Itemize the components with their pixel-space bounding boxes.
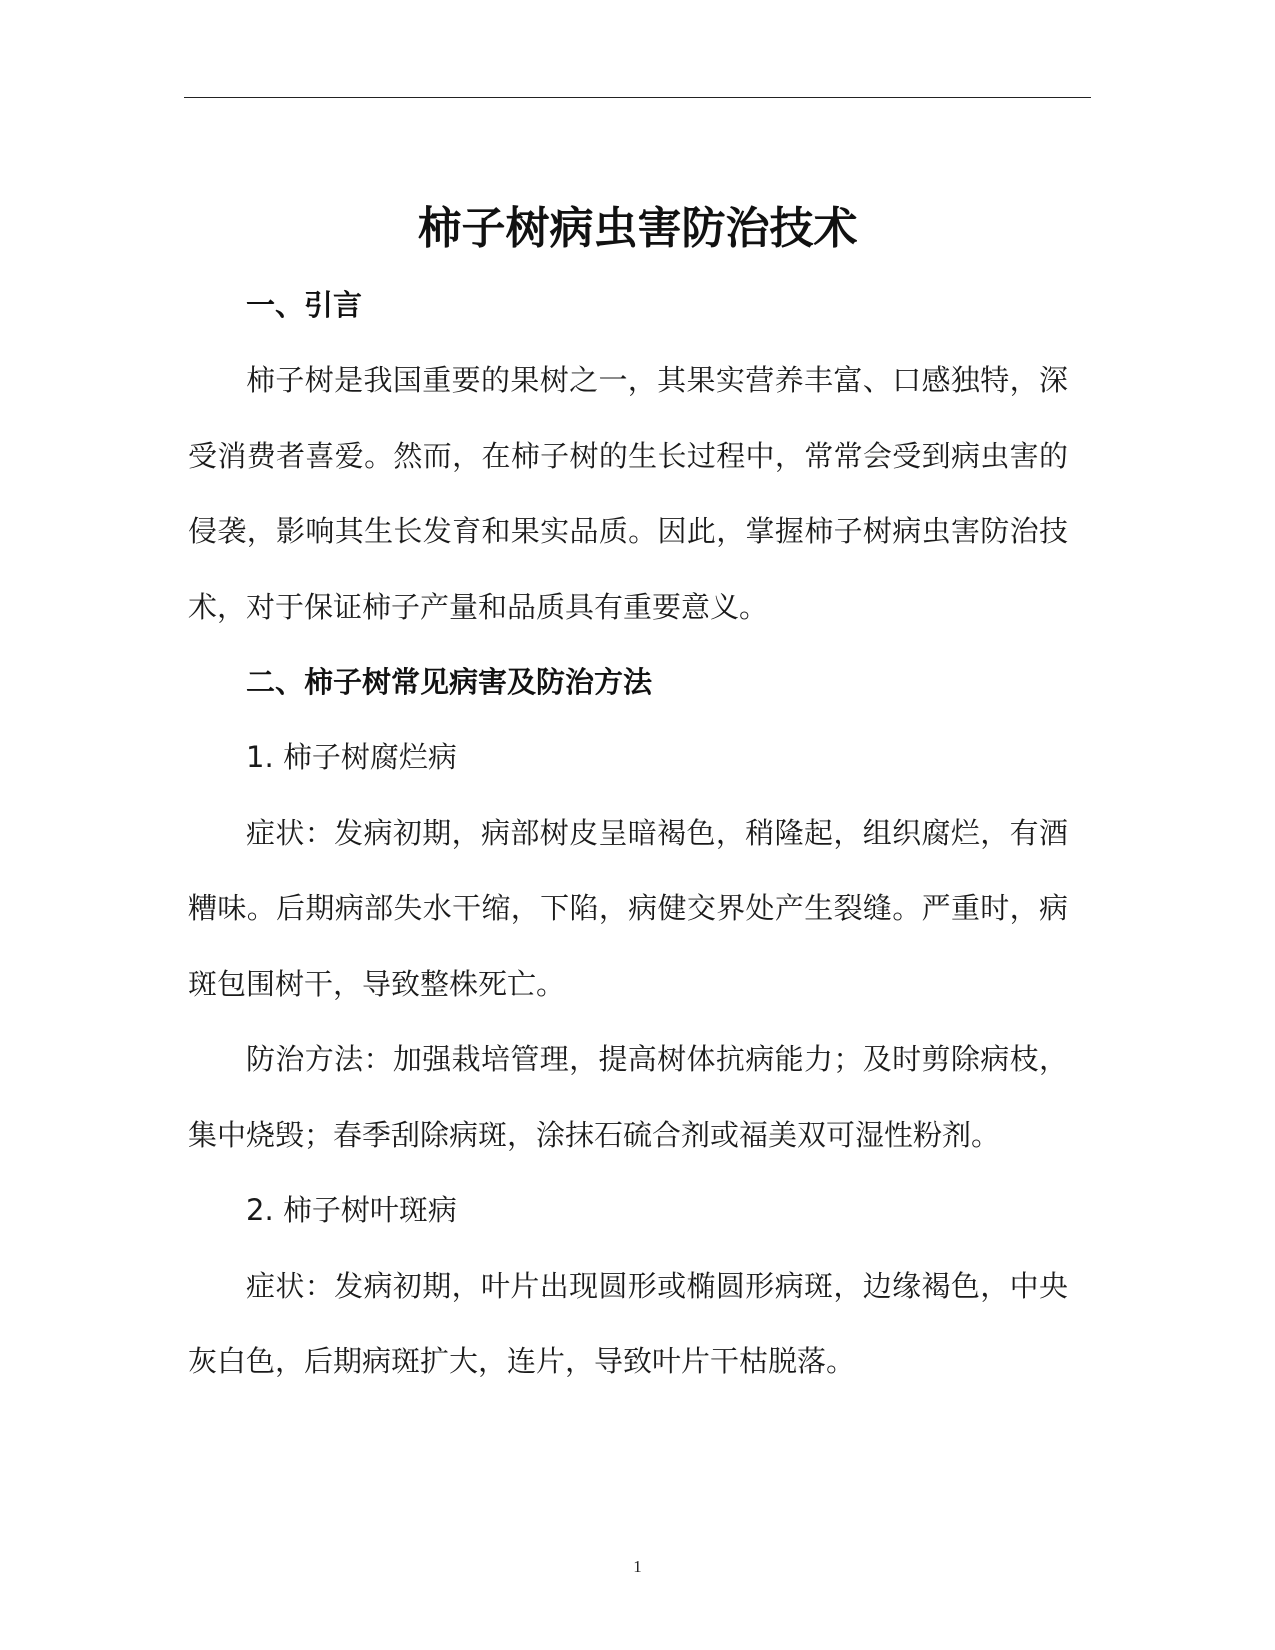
disease-1-title: 1. 柿子树腐烂病: [246, 740, 457, 774]
document-body: [188, 268, 1068, 1400]
intro-paragraph: 柿子树是我国重要的果树之一，其果实营养丰富、口感独特，深受消费者喜爱。然而，在柿子树的生长过程中，常常会受到病虫害的侵袭，影响其生长发育和果实品质。因此，掌握柿子树病虫害防治技术，对于保证柿子产量和品质具有重要意义。: [188, 363, 1068, 624]
disease-2-title: 2. 柿子树叶斑病: [246, 1193, 457, 1227]
disease-1-symptoms: 症状：发病初期，病部树皮呈暗褐色，稍隆起，组织腐烂，有酒糟味。后期病部失水干缩，下陷，病健交界处产生裂缝。严重时，病斑包围树干，导致整株死亡。: [188, 815, 1068, 1001]
section-heading-intro: 一、引言: [246, 288, 363, 322]
disease-2-symptoms: 症状：发病初期，叶片出现圆形或椭圆形病斑，边缘褐色，中央灰白色，后期病斑扩大，连片，导致叶片干枯脱落。: [188, 1268, 1068, 1378]
document-title: 柿子树病虫害防治技术: [417, 203, 858, 255]
page-number: 1: [633, 1557, 642, 1576]
disease-1-control: 防治方法：加强栽培管理，提高树体抗病能力；及时剪除病枝，集中烧毁；春季刮除病斑，涂抹石硫合剂或福美双可湿性粉剂。: [188, 1042, 1068, 1152]
header-rule: [184, 97, 1091, 98]
section-heading-diseases: 二、柿子树常见病害及防治方法: [246, 665, 653, 699]
